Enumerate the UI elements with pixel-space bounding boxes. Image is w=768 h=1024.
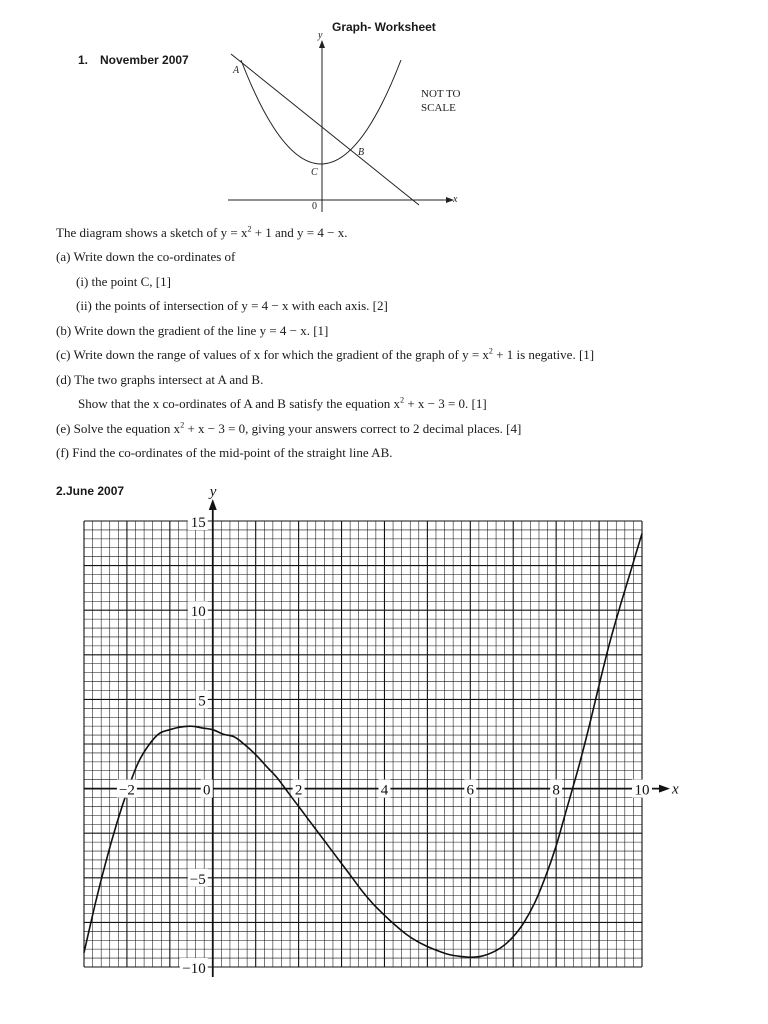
sketch-label-C: C bbox=[311, 167, 318, 178]
x-tick-label: 0 bbox=[203, 782, 211, 799]
x-tick-label: 6 bbox=[466, 782, 475, 799]
x-axis-label: x bbox=[672, 781, 679, 798]
graph-axes bbox=[84, 484, 679, 977]
y-tick-label: 10 bbox=[190, 604, 206, 621]
x-tick-label: 10 bbox=[634, 782, 650, 799]
curve-layer bbox=[84, 534, 642, 958]
y-axis-arrow bbox=[209, 499, 217, 510]
q1-part-f: (f) Find the co-ordinates of the mid-point of the straight line AB. bbox=[56, 445, 393, 460]
x-tick-label: 8 bbox=[552, 782, 560, 799]
q1-intro: The diagram shows a sketch of $y = x^2 + 1$ and y = 4 − x. bbox=[56, 224, 348, 240]
sketch-note-line1: NOT TO bbox=[421, 88, 461, 100]
sketch-label-y: y bbox=[318, 30, 323, 41]
question-1-number: 1. bbox=[78, 53, 89, 67]
q1-part-a: (a) Write down the co-ordinates of bbox=[56, 249, 236, 264]
q1-part-e: (e) Solve the equation $x^2 + x - 3 = 0$, giving your answers correct to 2 decimal places. [4] bbox=[56, 420, 522, 436]
y-tick-label: −10 bbox=[182, 961, 206, 977]
y-tick-label: −5 bbox=[189, 871, 206, 888]
q1-part-d-show: Show that the x co-ordinates of A and B satisfy the equation $x^2 + x - 3 = 0$. [1] bbox=[78, 395, 487, 411]
grid-major bbox=[84, 521, 642, 967]
x-tick-label: −2 bbox=[118, 782, 135, 799]
q1-part-a-i: (i) the point C, [1] bbox=[76, 274, 171, 289]
q1-part-c: (c) Write down the range of values of x for which the gradient of the graph of $y = x^2 + 1$ is negative. [1] bbox=[56, 346, 595, 362]
y-tick-label: 5 bbox=[198, 693, 206, 710]
sketch-label-B: B bbox=[358, 147, 365, 158]
x-axis-arrow bbox=[659, 785, 670, 793]
q1-part-b: (b) Write down the gradient of the line y = 4 − x. [1] bbox=[56, 323, 329, 338]
sketch-label-A: A bbox=[233, 65, 240, 76]
y-tick-label: 15 bbox=[190, 515, 206, 531]
sketch-label-origin: 0 bbox=[312, 201, 317, 212]
curve-series-line bbox=[84, 534, 642, 958]
worksheet-title: Graph- Worksheet bbox=[332, 20, 436, 34]
x-tick-label: 4 bbox=[380, 782, 389, 799]
question-1-title: November 2007 bbox=[100, 53, 189, 67]
sketch-note-line2: SCALE bbox=[421, 102, 456, 114]
x-tick-label: 2 bbox=[294, 782, 303, 799]
question-2-heading: 2.June 2007 bbox=[56, 484, 125, 498]
sketch-label-x: x bbox=[453, 194, 458, 205]
q1-part-a-ii: (ii) the points of intersection of y = 4 − x with each axis. [2] bbox=[76, 298, 388, 313]
y-axis-label: y bbox=[209, 484, 217, 500]
q1-part-d: (d) The two graphs intersect at A and B. bbox=[56, 372, 264, 387]
